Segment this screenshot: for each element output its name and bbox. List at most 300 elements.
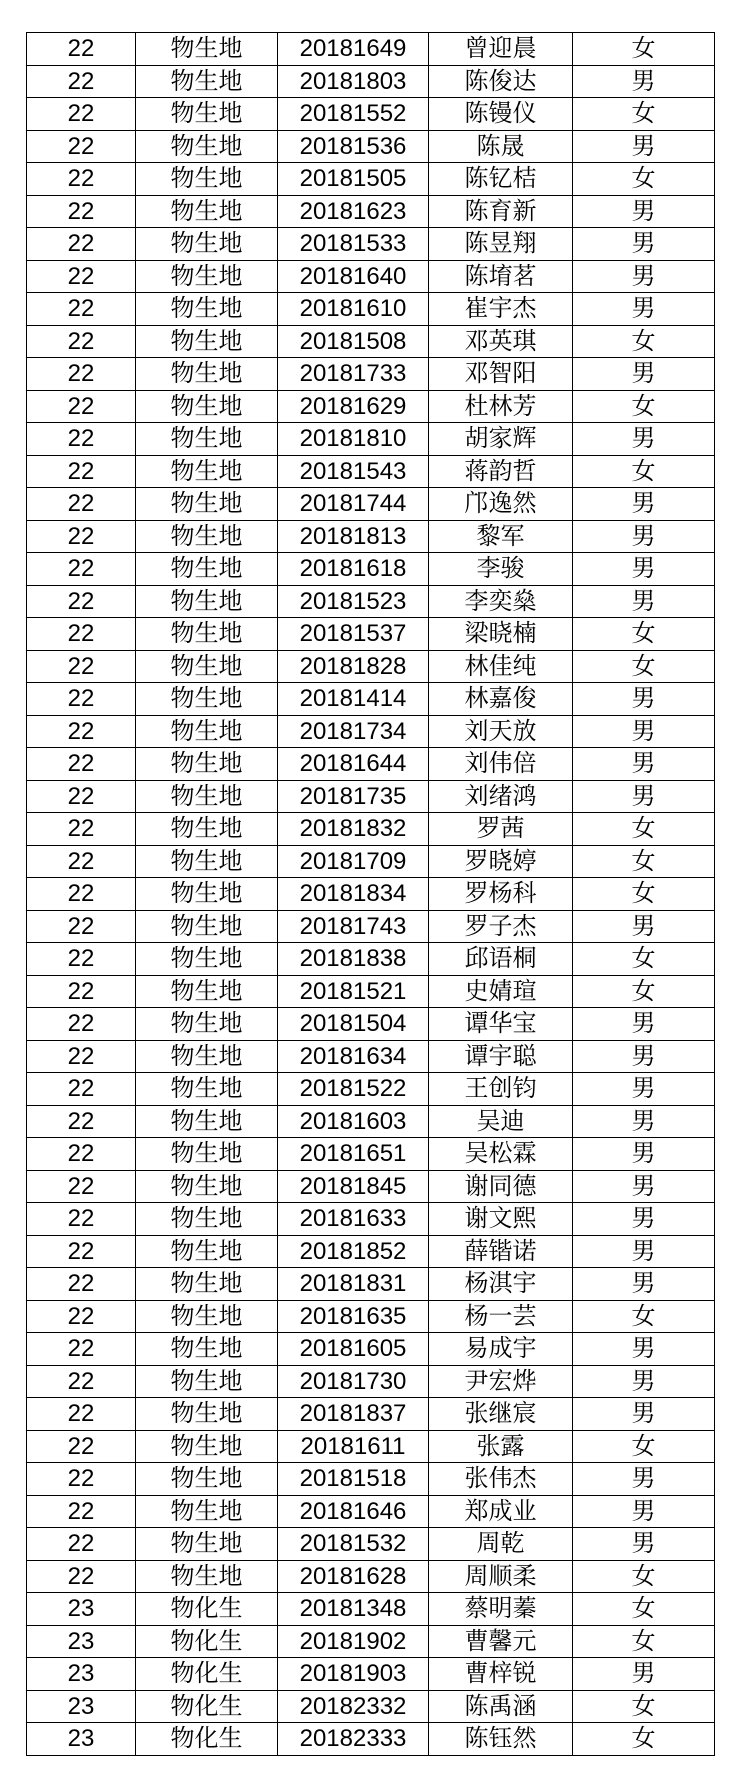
- class-cell: 22: [27, 130, 136, 163]
- gender-cell: 男: [573, 585, 715, 618]
- student-name-cell: 黎军: [429, 520, 573, 553]
- class-cell: 22: [27, 780, 136, 813]
- gender-cell: 男: [573, 1040, 715, 1073]
- table-row: [27, 813, 715, 846]
- table-row: [27, 553, 715, 586]
- gender-cell: 男: [573, 358, 715, 391]
- table-row: [27, 1398, 715, 1431]
- gender-cell: 男: [573, 1658, 715, 1691]
- class-cell: 22: [27, 1463, 136, 1496]
- table-row: [27, 1170, 715, 1203]
- student-id-cell: 20181834: [278, 878, 429, 911]
- gender-cell: 男: [573, 1138, 715, 1171]
- gender-cell: 女: [573, 1593, 715, 1626]
- student-id-cell: 20181533: [278, 228, 429, 261]
- gender-cell: 女: [573, 878, 715, 911]
- table-row: [27, 1138, 715, 1171]
- gender-cell: 男: [573, 1365, 715, 1398]
- subject-combination-cell: 物生地: [136, 1170, 278, 1203]
- subject-combination-cell: 物生地: [136, 130, 278, 163]
- subject-combination-cell: 物生地: [136, 1365, 278, 1398]
- gender-cell: 男: [573, 1008, 715, 1041]
- table-row: [27, 1008, 715, 1041]
- student-name-cell: 蒋韵哲: [429, 455, 573, 488]
- gender-cell: 男: [573, 65, 715, 98]
- student-roster-body: [27, 33, 715, 1756]
- subject-combination-cell: 物生地: [136, 683, 278, 716]
- gender-cell: 男: [573, 1528, 715, 1561]
- student-id-cell: 20181640: [278, 260, 429, 293]
- subject-combination-cell: 物生地: [136, 1463, 278, 1496]
- class-cell: 22: [27, 228, 136, 261]
- student-id-cell: 20181845: [278, 1170, 429, 1203]
- table-row: [27, 520, 715, 553]
- table-row: [27, 1658, 715, 1691]
- student-name-cell: 陈俊达: [429, 65, 573, 98]
- table-row: [27, 1268, 715, 1301]
- class-cell: 22: [27, 1235, 136, 1268]
- class-cell: 22: [27, 845, 136, 878]
- class-cell: 22: [27, 813, 136, 846]
- class-cell: 22: [27, 163, 136, 196]
- class-cell: 22: [27, 1105, 136, 1138]
- class-cell: 22: [27, 715, 136, 748]
- subject-combination-cell: 物化生: [136, 1690, 278, 1723]
- gender-cell: 女: [573, 845, 715, 878]
- gender-cell: 女: [573, 813, 715, 846]
- subject-combination-cell: 物生地: [136, 650, 278, 683]
- gender-cell: 男: [573, 910, 715, 943]
- student-name-cell: 罗茜: [429, 813, 573, 846]
- subject-combination-cell: 物生地: [136, 1495, 278, 1528]
- table-row: [27, 683, 715, 716]
- gender-cell: 女: [573, 1300, 715, 1333]
- subject-combination-cell: 物生地: [136, 845, 278, 878]
- student-id-cell: 20181832: [278, 813, 429, 846]
- table-row: [27, 943, 715, 976]
- student-name-cell: 陈镘仪: [429, 98, 573, 131]
- gender-cell: 女: [573, 98, 715, 131]
- gender-cell: 女: [573, 975, 715, 1008]
- student-id-cell: 20181646: [278, 1495, 429, 1528]
- table-row: [27, 748, 715, 781]
- subject-combination-cell: 物生地: [136, 1300, 278, 1333]
- student-name-cell: 邓智阳: [429, 358, 573, 391]
- table-row: [27, 1560, 715, 1593]
- class-cell: 22: [27, 260, 136, 293]
- class-cell: 22: [27, 1495, 136, 1528]
- table-row: [27, 1300, 715, 1333]
- class-cell: 22: [27, 1528, 136, 1561]
- gender-cell: 女: [573, 943, 715, 976]
- student-id-cell: 20181828: [278, 650, 429, 683]
- gender-cell: 男: [573, 1073, 715, 1106]
- student-name-cell: 崔宇杰: [429, 293, 573, 326]
- student-id-cell: 20181508: [278, 325, 429, 358]
- table-row: [27, 163, 715, 196]
- student-name-cell: 尹宏烨: [429, 1365, 573, 1398]
- subject-combination-cell: 物生地: [136, 293, 278, 326]
- student-id-cell: 20181518: [278, 1463, 429, 1496]
- class-cell: 22: [27, 455, 136, 488]
- gender-cell: 女: [573, 325, 715, 358]
- table-row: [27, 1073, 715, 1106]
- gender-cell: 女: [573, 1430, 715, 1463]
- student-id-cell: 20181634: [278, 1040, 429, 1073]
- subject-combination-cell: 物生地: [136, 1105, 278, 1138]
- class-cell: 22: [27, 943, 136, 976]
- subject-combination-cell: 物生地: [136, 488, 278, 521]
- student-id-cell: 20181523: [278, 585, 429, 618]
- student-name-cell: 刘天放: [429, 715, 573, 748]
- student-name-cell: 陈晟: [429, 130, 573, 163]
- class-cell: 22: [27, 910, 136, 943]
- table-row: [27, 98, 715, 131]
- student-name-cell: 梁晓楠: [429, 618, 573, 651]
- gender-cell: 男: [573, 1495, 715, 1528]
- subject-combination-cell: 物生地: [136, 423, 278, 456]
- table-row: [27, 1463, 715, 1496]
- gender-cell: 女: [573, 455, 715, 488]
- table-row: [27, 390, 715, 423]
- student-id-cell: 20181618: [278, 553, 429, 586]
- table-row: [27, 1690, 715, 1723]
- gender-cell: 男: [573, 748, 715, 781]
- gender-cell: 男: [573, 228, 715, 261]
- table-row: [27, 65, 715, 98]
- gender-cell: 男: [573, 1203, 715, 1236]
- student-name-cell: 邝逸然: [429, 488, 573, 521]
- class-cell: 22: [27, 683, 136, 716]
- student-name-cell: 罗杨科: [429, 878, 573, 911]
- gender-cell: 女: [573, 163, 715, 196]
- table-row: [27, 455, 715, 488]
- subject-combination-cell: 物化生: [136, 1593, 278, 1626]
- subject-combination-cell: 物生地: [136, 325, 278, 358]
- subject-combination-cell: 物生地: [136, 520, 278, 553]
- subject-combination-cell: 物生地: [136, 715, 278, 748]
- student-id-cell: 20181649: [278, 33, 429, 66]
- gender-cell: 女: [573, 650, 715, 683]
- student-id-cell: 20181803: [278, 65, 429, 98]
- student-name-cell: 罗子杰: [429, 910, 573, 943]
- table-row: [27, 1495, 715, 1528]
- table-row: [27, 228, 715, 261]
- subject-combination-cell: 物生地: [136, 1268, 278, 1301]
- student-name-cell: 胡家辉: [429, 423, 573, 456]
- student-name-cell: 刘伟倍: [429, 748, 573, 781]
- table-row: [27, 845, 715, 878]
- class-cell: 22: [27, 1560, 136, 1593]
- class-cell: 22: [27, 293, 136, 326]
- class-cell: 22: [27, 195, 136, 228]
- student-id-cell: 20181744: [278, 488, 429, 521]
- student-id-cell: 20181522: [278, 1073, 429, 1106]
- table-row: [27, 130, 715, 163]
- student-name-cell: 张继宸: [429, 1398, 573, 1431]
- student-name-cell: 陈禹涵: [429, 1690, 573, 1723]
- subject-combination-cell: 物生地: [136, 943, 278, 976]
- student-id-cell: 20181633: [278, 1203, 429, 1236]
- gender-cell: 女: [573, 618, 715, 651]
- class-cell: 22: [27, 650, 136, 683]
- table-row: [27, 1105, 715, 1138]
- student-id-cell: 20181635: [278, 1300, 429, 1333]
- subject-combination-cell: 物化生: [136, 1723, 278, 1756]
- gender-cell: 男: [573, 1170, 715, 1203]
- gender-cell: 男: [573, 293, 715, 326]
- student-id-cell: 20181837: [278, 1398, 429, 1431]
- table-row: [27, 33, 715, 66]
- student-name-cell: 谭华宝: [429, 1008, 573, 1041]
- student-name-cell: 谢同德: [429, 1170, 573, 1203]
- subject-combination-cell: 物生地: [136, 975, 278, 1008]
- class-cell: 22: [27, 878, 136, 911]
- table-row: [27, 780, 715, 813]
- table-row: [27, 975, 715, 1008]
- student-name-cell: 杨淇宇: [429, 1268, 573, 1301]
- student-name-cell: 蔡明蓁: [429, 1593, 573, 1626]
- subject-combination-cell: 物生地: [136, 1138, 278, 1171]
- student-name-cell: 陈堉茗: [429, 260, 573, 293]
- student-name-cell: 吴松霖: [429, 1138, 573, 1171]
- student-id-cell: 20181743: [278, 910, 429, 943]
- student-name-cell: 杜林芳: [429, 390, 573, 423]
- student-id-cell: 20181348: [278, 1593, 429, 1626]
- student-name-cell: 邓英琪: [429, 325, 573, 358]
- gender-cell: 男: [573, 195, 715, 228]
- gender-cell: 女: [573, 33, 715, 66]
- subject-combination-cell: 物生地: [136, 1073, 278, 1106]
- student-id-cell: 20181605: [278, 1333, 429, 1366]
- student-id-cell: 20181903: [278, 1658, 429, 1691]
- class-cell: 22: [27, 1333, 136, 1366]
- student-roster-table: [26, 32, 715, 1756]
- gender-cell: 男: [573, 520, 715, 553]
- gender-cell: 女: [573, 390, 715, 423]
- class-cell: 22: [27, 585, 136, 618]
- class-cell: 22: [27, 1073, 136, 1106]
- class-cell: 22: [27, 1300, 136, 1333]
- student-name-cell: 刘绪鸿: [429, 780, 573, 813]
- table-row: [27, 260, 715, 293]
- class-cell: 23: [27, 1658, 136, 1691]
- student-id-cell: 20181536: [278, 130, 429, 163]
- subject-combination-cell: 物生地: [136, 618, 278, 651]
- subject-combination-cell: 物生地: [136, 163, 278, 196]
- student-id-cell: 20181629: [278, 390, 429, 423]
- student-name-cell: 杨一芸: [429, 1300, 573, 1333]
- class-cell: 22: [27, 618, 136, 651]
- student-name-cell: 陈昱翔: [429, 228, 573, 261]
- table-row: [27, 878, 715, 911]
- student-name-cell: 李骏: [429, 553, 573, 586]
- student-name-cell: 陈钇桔: [429, 163, 573, 196]
- subject-combination-cell: 物生地: [136, 553, 278, 586]
- class-cell: 22: [27, 390, 136, 423]
- gender-cell: 男: [573, 1333, 715, 1366]
- student-id-cell: 20181628: [278, 1560, 429, 1593]
- table-row: [27, 910, 715, 943]
- student-name-cell: 张伟杰: [429, 1463, 573, 1496]
- subject-combination-cell: 物生地: [136, 1528, 278, 1561]
- student-name-cell: 王创钧: [429, 1073, 573, 1106]
- table-row: [27, 1203, 715, 1236]
- student-id-cell: 20181414: [278, 683, 429, 716]
- class-cell: 22: [27, 1365, 136, 1398]
- student-id-cell: 20181730: [278, 1365, 429, 1398]
- table-row: [27, 1333, 715, 1366]
- subject-combination-cell: 物生地: [136, 260, 278, 293]
- subject-combination-cell: 物生地: [136, 65, 278, 98]
- gender-cell: 女: [573, 1723, 715, 1756]
- class-cell: 23: [27, 1723, 136, 1756]
- student-id-cell: 20181521: [278, 975, 429, 1008]
- student-name-cell: 张露: [429, 1430, 573, 1463]
- subject-combination-cell: 物生地: [136, 1430, 278, 1463]
- student-name-cell: 曾迎晨: [429, 33, 573, 66]
- subject-combination-cell: 物生地: [136, 910, 278, 943]
- table-row: [27, 1528, 715, 1561]
- student-id-cell: 20181552: [278, 98, 429, 131]
- student-id-cell: 20182332: [278, 1690, 429, 1723]
- class-cell: 22: [27, 1040, 136, 1073]
- student-name-cell: 郑成业: [429, 1495, 573, 1528]
- class-cell: 22: [27, 520, 136, 553]
- student-id-cell: 20181644: [278, 748, 429, 781]
- student-id-cell: 20181504: [278, 1008, 429, 1041]
- student-name-cell: 陈钰然: [429, 1723, 573, 1756]
- student-id-cell: 20181852: [278, 1235, 429, 1268]
- subject-combination-cell: 物生地: [136, 585, 278, 618]
- table-row: [27, 1625, 715, 1658]
- gender-cell: 男: [573, 1268, 715, 1301]
- student-id-cell: 20181831: [278, 1268, 429, 1301]
- student-name-cell: 薛锴诺: [429, 1235, 573, 1268]
- student-id-cell: 20181813: [278, 520, 429, 553]
- gender-cell: 男: [573, 130, 715, 163]
- class-cell: 22: [27, 1430, 136, 1463]
- subject-combination-cell: 物生地: [136, 228, 278, 261]
- subject-combination-cell: 物生地: [136, 195, 278, 228]
- table-row: [27, 1365, 715, 1398]
- student-name-cell: 易成宇: [429, 1333, 573, 1366]
- subject-combination-cell: 物生地: [136, 98, 278, 131]
- table-row: [27, 1593, 715, 1626]
- student-name-cell: 罗晓婷: [429, 845, 573, 878]
- subject-combination-cell: 物生地: [136, 1040, 278, 1073]
- subject-combination-cell: 物化生: [136, 1658, 278, 1691]
- class-cell: 23: [27, 1690, 136, 1723]
- table-row: [27, 1723, 715, 1756]
- gender-cell: 女: [573, 1625, 715, 1658]
- table-row: [27, 715, 715, 748]
- subject-combination-cell: 物生地: [136, 455, 278, 488]
- student-id-cell: 20181734: [278, 715, 429, 748]
- student-name-cell: 周乾: [429, 1528, 573, 1561]
- class-cell: 22: [27, 98, 136, 131]
- subject-combination-cell: 物生地: [136, 1560, 278, 1593]
- subject-combination-cell: 物生地: [136, 390, 278, 423]
- table-row: [27, 1235, 715, 1268]
- class-cell: 22: [27, 325, 136, 358]
- table-row: [27, 293, 715, 326]
- gender-cell: 男: [573, 488, 715, 521]
- table-row: [27, 618, 715, 651]
- table-row: [27, 195, 715, 228]
- student-id-cell: 20181611: [278, 1430, 429, 1463]
- gender-cell: 男: [573, 1398, 715, 1431]
- class-cell: 22: [27, 975, 136, 1008]
- gender-cell: 男: [573, 1463, 715, 1496]
- gender-cell: 男: [573, 683, 715, 716]
- gender-cell: 女: [573, 1690, 715, 1723]
- student-id-cell: 20181623: [278, 195, 429, 228]
- gender-cell: 男: [573, 715, 715, 748]
- class-cell: 22: [27, 1268, 136, 1301]
- class-cell: 23: [27, 1593, 136, 1626]
- student-id-cell: 20181733: [278, 358, 429, 391]
- gender-cell: 女: [573, 1560, 715, 1593]
- student-name-cell: 林佳纯: [429, 650, 573, 683]
- subject-combination-cell: 物生地: [136, 780, 278, 813]
- student-name-cell: 吴迪: [429, 1105, 573, 1138]
- student-id-cell: 20181838: [278, 943, 429, 976]
- student-id-cell: 20181543: [278, 455, 429, 488]
- subject-combination-cell: 物化生: [136, 1625, 278, 1658]
- gender-cell: 男: [573, 423, 715, 456]
- class-cell: 22: [27, 748, 136, 781]
- gender-cell: 男: [573, 1235, 715, 1268]
- class-cell: 22: [27, 1138, 136, 1171]
- student-id-cell: 20181651: [278, 1138, 429, 1171]
- student-id-cell: 20182333: [278, 1723, 429, 1756]
- table-row: [27, 488, 715, 521]
- table-row: [27, 585, 715, 618]
- student-id-cell: 20181610: [278, 293, 429, 326]
- subject-combination-cell: 物生地: [136, 358, 278, 391]
- student-id-cell: 20181603: [278, 1105, 429, 1138]
- class-cell: 22: [27, 553, 136, 586]
- gender-cell: 男: [573, 260, 715, 293]
- student-id-cell: 20181537: [278, 618, 429, 651]
- student-id-cell: 20181709: [278, 845, 429, 878]
- subject-combination-cell: 物生地: [136, 1398, 278, 1431]
- gender-cell: 男: [573, 1105, 715, 1138]
- student-name-cell: 曹梓锐: [429, 1658, 573, 1691]
- class-cell: 22: [27, 1008, 136, 1041]
- class-cell: 22: [27, 358, 136, 391]
- subject-combination-cell: 物生地: [136, 813, 278, 846]
- student-name-cell: 周顺柔: [429, 1560, 573, 1593]
- table-row: [27, 325, 715, 358]
- table-row: [27, 358, 715, 391]
- student-name-cell: 曹馨元: [429, 1625, 573, 1658]
- class-cell: 22: [27, 488, 136, 521]
- student-id-cell: 20181902: [278, 1625, 429, 1658]
- table-row: [27, 423, 715, 456]
- student-name-cell: 李奕燊: [429, 585, 573, 618]
- class-cell: 22: [27, 33, 136, 66]
- gender-cell: 男: [573, 780, 715, 813]
- table-row: [27, 650, 715, 683]
- student-id-cell: 20181735: [278, 780, 429, 813]
- table-row: [27, 1040, 715, 1073]
- class-cell: 22: [27, 65, 136, 98]
- student-id-cell: 20181810: [278, 423, 429, 456]
- class-cell: 22: [27, 1203, 136, 1236]
- student-id-cell: 20181505: [278, 163, 429, 196]
